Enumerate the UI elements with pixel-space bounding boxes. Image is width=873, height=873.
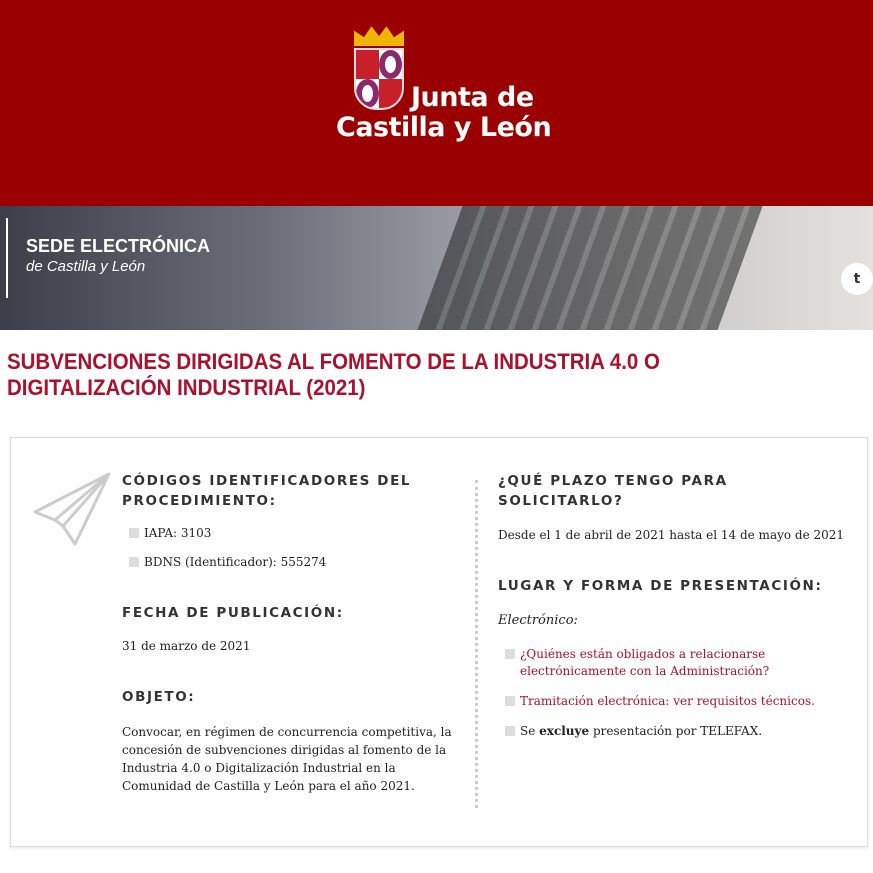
sede-title[interactable]: SEDE ELECTRÓNICA <box>26 236 211 256</box>
date-heading: FECHA DE PUBLICACIÓN: <box>122 605 344 621</box>
code-item: BDNS (Identificador): 555274 <box>122 554 452 571</box>
plazo-heading: ¿QUÉ PLAZO TENGO PARA SOLICITARLO? <box>498 473 728 509</box>
logo-text-line1: Junta de <box>411 82 534 113</box>
banner-divider <box>6 218 8 298</box>
coat-of-arms-icon <box>354 48 404 110</box>
sede-subtitle: de Castilla y León <box>26 258 146 275</box>
header <box>0 0 873 206</box>
plazo-text: Desde el 1 de abril de 2021 hasta el 14 de mayo de 2021 <box>498 528 845 542</box>
fax-bold: excluye <box>539 724 590 738</box>
lugar-heading: LUGAR Y FORMA DE PRESENTACIÓN: <box>498 578 823 594</box>
column-divider <box>475 480 478 808</box>
code-item: IAPA: 3103 <box>122 525 452 542</box>
page-title: SUBVENCIONES DIRIGIDAS AL FOMENTO DE LA INDUSTRIA 4.0 O DIGITALIZACIÓN INDUSTRIAL (2021) <box>7 349 660 400</box>
fax-post: presentación por TELEFAX. <box>592 724 763 738</box>
requirements-link[interactable]: Tramitación electrónica: ver requisitos técnicos. <box>498 693 848 710</box>
telefax-note <box>498 723 848 740</box>
codes-heading: CÓDIGOS IDENTIFICADORES DEL PROCEDIMIENTO: <box>122 473 412 509</box>
electronic-label: Electrónico: <box>498 613 578 628</box>
fax-pre: Se <box>520 724 536 738</box>
object-text: Convocar, en régimen de concurrencia competitiva, la concesión de subvenciones dirigidas al fomento de la Industria 4.0 o Digitalización Industrial en la Comunidad de Castilla y León para el año 2021. <box>122 725 452 793</box>
object-heading: OBJETO: <box>122 689 196 705</box>
twitter-icon[interactable]: t <box>841 263 873 295</box>
junta-logo[interactable] <box>336 24 552 144</box>
crown-icon <box>354 24 404 46</box>
laptop-image <box>417 206 762 330</box>
paper-plane-icon <box>33 470 113 546</box>
procedure-card <box>10 437 868 847</box>
logo-text-line2: Castilla y León <box>336 112 552 143</box>
banner <box>0 206 873 330</box>
publication-date: 31 de marzo de 2021 <box>122 639 251 653</box>
obligated-link[interactable]: ¿Quiénes están obligados a relacionarse electrónicamente con la Administración? <box>498 646 848 680</box>
